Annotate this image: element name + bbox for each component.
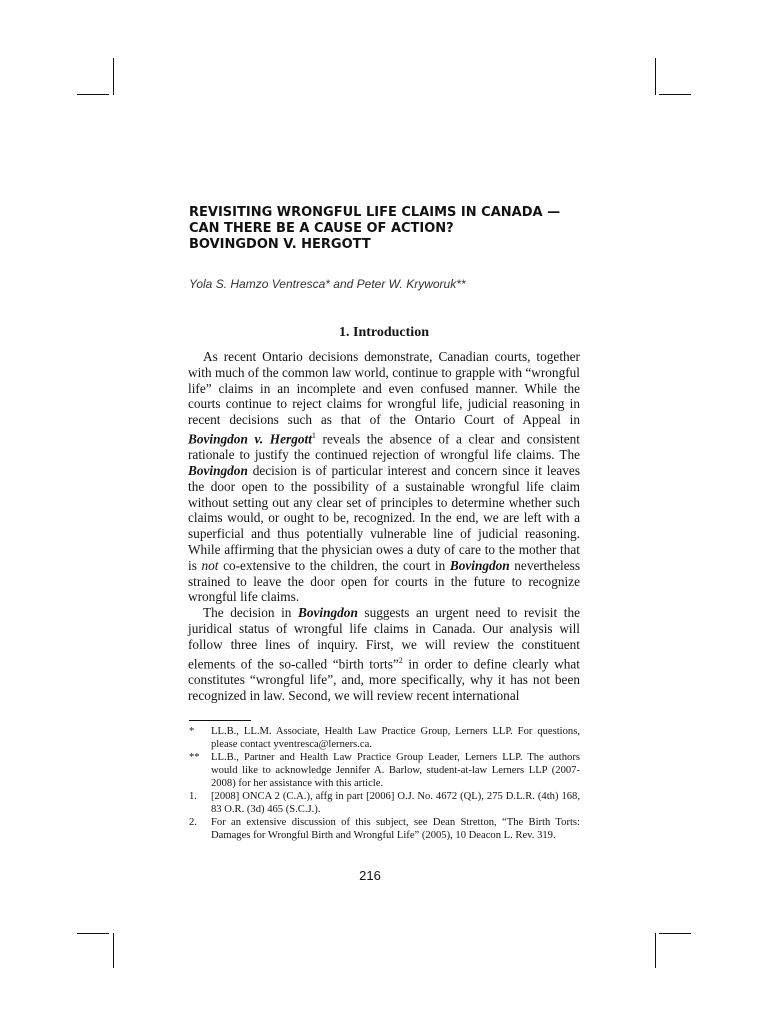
footnote-ref: 1 <box>311 430 316 440</box>
footnote-rule <box>189 720 251 721</box>
footnote-text: [2008] ONCA 2 (C.A.), affg in part [2006] O.J. No. 4672 (QL), 275 D.L.R. (4th) 168, 83 O.R. (3d) 465 (S.C.J.). <box>211 791 580 815</box>
case-name: Bovingdon <box>449 557 510 573</box>
footnotes <box>189 725 580 842</box>
article-title <box>189 205 609 253</box>
title-line: BOVINGDON V. HERGOTT <box>189 237 371 252</box>
footnote-mark: ** <box>189 752 200 763</box>
footnote <box>189 751 580 790</box>
footnote-mark: * <box>189 726 195 737</box>
case-name: Bovingdon v. Hergott <box>188 431 312 447</box>
case-name: Bovingdon <box>188 463 248 478</box>
footnote-text: LL.B., LL.M. Associate, Health Law Practice Group, Lerners LLP. For questions, please contact yventresca@lerners.ca. <box>211 726 580 750</box>
section-heading: 1. Introduction <box>339 325 429 340</box>
crop-mark-bottom-right-horizontal <box>659 933 691 934</box>
text-run: co-extensive to the children, the court in <box>218 557 450 573</box>
text-run: As recent Ontario decisions demonstrate, Canadian courts, together with much of the common law world, continue to grapple with “wrongful life” claims in an incomplete and even confused manner. While the courts continue to reject claims for wrongful life, judicial reasoning in recent decisions such as that of the Ontario Court of Appeal in <box>188 349 580 428</box>
authors: Yola S. Hamzo Ventresca* and Peter W. Kryworuk** <box>189 277 466 291</box>
crop-mark-bottom-left-vertical <box>113 933 114 968</box>
text-run: The decision in <box>203 605 298 621</box>
footnote-text: For an extensive discussion of this subject, see Dean Stretton, “The Birth Torts: Damages for Wrongful Birth and Wrongful Life” (2005), 10 Deacon L. Rev. 319. <box>211 817 580 841</box>
footnote <box>189 816 580 842</box>
text-run: suggests an urgent need to revisit the juridical status of wrongful life claims in Canada. Our analysis will follow three lines of inquiry. First, we will review the constituent elements of the so-called “birth torts” <box>188 605 580 671</box>
body-text <box>188 349 580 703</box>
footnote-mark: 1. <box>189 791 197 802</box>
footnote-text: LL.B., Partner and Health Law Practice Group Leader, Lerners LLP. The authors would like to acknowledge Jennifer A. Barlow, student-at-law Lerners LLP (2007-2008) for her assistance with this article. <box>211 752 580 789</box>
text-run: in order to define clearly what constitutes “wrongful life”, and, more specifically, why it has not been recognized in law. Second, we will review recent international <box>188 655 580 703</box>
crop-mark-top-right-vertical <box>655 58 656 95</box>
title-line: REVISITING WRONGFUL LIFE CLAIMS IN CANADA — <box>189 205 561 220</box>
footnote-mark: 2. <box>189 817 197 828</box>
text-run: reveals the absence of a clear and consistent rationale to justify the continued rejection of wrongful life claims. The <box>188 431 580 463</box>
crop-mark-top-right-horizontal <box>659 94 691 95</box>
paragraph <box>188 349 580 605</box>
case-name: Bovingdon <box>298 605 358 621</box>
paragraph <box>188 605 580 703</box>
crop-mark-top-left-horizontal <box>77 94 109 95</box>
text-run: nevertheless strained to leave the door open for courts in the future to recognize wrongful life claims. <box>188 557 581 605</box>
footnote <box>189 790 580 816</box>
title-line: CAN THERE BE A CAUSE OF ACTION? <box>189 221 454 236</box>
crop-mark-top-left-vertical <box>113 58 114 95</box>
crop-mark-bottom-right-vertical <box>655 933 656 968</box>
footnote <box>189 725 580 751</box>
footnote-ref: 2 <box>398 655 403 665</box>
crop-mark-bottom-left-horizontal <box>77 933 109 934</box>
text-run: decision is of particular interest and concern since it leaves the door open to the possibility of a sustainable wrongful life claim without setting out any clear set of principles to determine whether such claims would, or ought to be, recognized. In the end, we are left with a superficial and thus potentially vulnerable line of judicial reasoning. While affirming that the physician owes a duty of care to the mother that is <box>188 463 580 573</box>
emphasis: not <box>201 557 219 573</box>
page-number: 216 <box>359 868 381 883</box>
